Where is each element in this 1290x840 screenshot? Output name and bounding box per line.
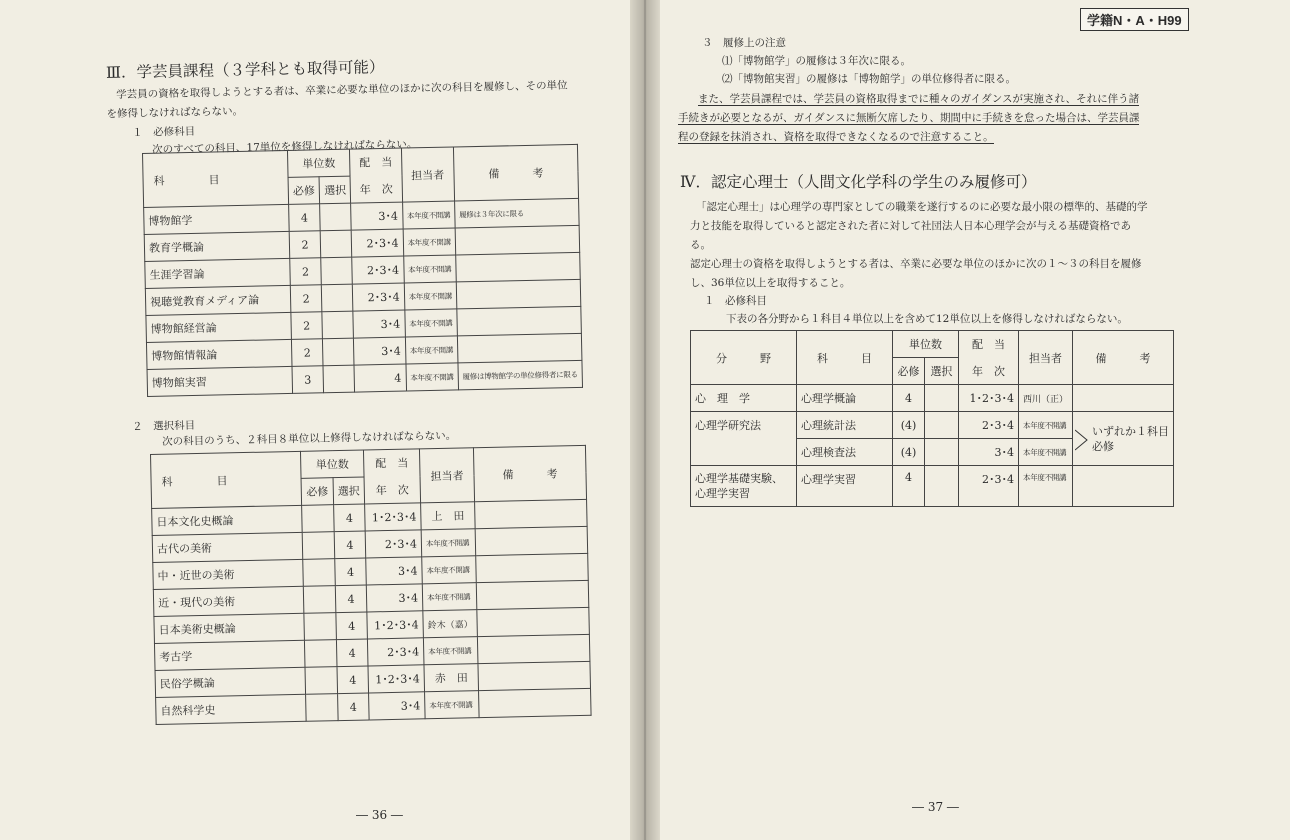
section-heading-curator: Ⅲ．学芸員課程（３学科とも取得可能） (105, 58, 385, 82)
header-units: 単位数 (893, 331, 959, 358)
year: 1･2･3･4 (959, 385, 1019, 412)
page-number-left: ― 36 ― (356, 808, 403, 822)
elective-units: 4 (336, 639, 368, 667)
remarks (479, 688, 592, 717)
table-header-row (691, 331, 1174, 358)
field-line-2: 心理学実習 (695, 487, 750, 500)
para1-line-1: 「認定心理士」は心理学の専門家としての職業を遂行するのに必要な最小限の標準的、基礎的学 (696, 201, 1148, 213)
header-teacher: 担当者 (1019, 331, 1073, 385)
elective-units (320, 203, 352, 231)
required-title: １ 必修科目 (132, 125, 196, 139)
header-units: 単位数 (287, 149, 350, 177)
required-courses-table (142, 144, 583, 397)
teacher: 本年度不開講 (404, 309, 457, 337)
elective-units (321, 230, 353, 258)
year: 1･2･3･4 (368, 665, 425, 693)
table-row (691, 412, 1174, 439)
remarks (457, 333, 582, 363)
course-name: 民俗学概論 (155, 667, 306, 697)
year: 2･3･4 (353, 283, 405, 311)
para1-line-3: る。 (690, 239, 711, 251)
course-name: 自然科学史 (156, 694, 307, 724)
required-units (305, 667, 338, 695)
remarks (475, 526, 588, 555)
header-year-bottom: 年 次 (350, 175, 402, 203)
required-units: 2 (289, 258, 321, 286)
elective-units (925, 385, 959, 412)
required-units: (4) (893, 439, 925, 466)
teacher: 本年度不開講 (422, 583, 477, 611)
teacher: 上 田 (421, 502, 476, 530)
document-code-tag: 学籍N・A・H99 (1080, 8, 1189, 31)
intro-line-2: を修得しなければならない。 (106, 105, 244, 121)
course-name: 博物館実習 (147, 366, 292, 396)
course-name: 教育学概論 (144, 231, 289, 261)
year: 2･3･4 (959, 466, 1019, 507)
course-name: 心理学概論 (797, 385, 893, 412)
elective-units (323, 338, 355, 366)
elective-units (323, 365, 355, 393)
remarks (475, 499, 588, 528)
course-name: 考古学 (154, 640, 305, 670)
header-teacher: 担当者 (419, 448, 474, 503)
course-name: 日本美術史概論 (154, 613, 305, 643)
header-elective: 選択 (333, 477, 365, 505)
required-units: 2 (289, 231, 321, 259)
remarks (456, 279, 581, 309)
header-year-top: 配 当 (959, 331, 1019, 358)
remark-choice-line-2: 必修 (1092, 439, 1115, 453)
required-units: 2 (291, 312, 323, 340)
year: 1･2･3･4 (365, 503, 422, 531)
header-required: 必修 (893, 358, 925, 385)
header-field: 分 野 (691, 331, 797, 385)
table-row (691, 466, 1174, 507)
psych-required-note: 下表の各分野から１科目４単位以上を含めて12単位以上を修得しなければならない。 (726, 313, 1128, 325)
teacher: 本年度不開講 (405, 336, 458, 364)
elective-units: 4 (335, 585, 367, 613)
course-name: 生涯学習論 (145, 258, 290, 288)
teacher: 本年度不開講 (403, 255, 456, 283)
teacher: 赤 田 (424, 664, 479, 692)
teacher: 鈴木（嘉） (423, 610, 478, 638)
year: 3･4 (959, 439, 1019, 466)
header-units: 単位数 (300, 450, 364, 478)
header-year-bottom: 年 次 (364, 476, 421, 504)
header-remarks: 備 考 (1073, 331, 1174, 385)
course-name: 近・現代の美術 (153, 586, 304, 616)
intro-line-1: 学芸員の資格を取得しようとする者は、卒業に必要な単位のほかに次の科目を履修し、その単位 (116, 79, 568, 101)
header-elective: 選択 (319, 176, 351, 204)
header-required: 必修 (301, 478, 334, 506)
remarks (1073, 385, 1174, 412)
page-number-right: ― 37 ― (912, 800, 959, 814)
remarks (455, 225, 580, 255)
remarks (478, 661, 591, 690)
required-units: 4 (893, 466, 925, 507)
para2-line-2: し、36単位以上を取得すること。 (690, 277, 851, 289)
course-name: 視聴覚教育メディア論 (145, 285, 290, 315)
elective-units (925, 439, 959, 466)
bracket-arrow-icon (1075, 428, 1089, 452)
elective-units (322, 284, 354, 312)
remarks (477, 607, 590, 636)
psychology-courses-table (690, 330, 1174, 507)
right-page (650, 0, 1290, 840)
course-name: 日本文化史概論 (152, 505, 303, 535)
teacher: 本年度不開講 (1019, 439, 1073, 466)
guidance-paragraph (678, 90, 1139, 147)
teacher: 本年度不開講 (404, 282, 457, 310)
note-2: ⑵「博物館実習」の履修は「博物館学」の単位修得者に限る。 (722, 73, 1016, 85)
remarks (476, 553, 589, 582)
elective-units: 4 (334, 531, 366, 559)
elective-units: 4 (336, 612, 368, 640)
teacher: 本年度不開講 (423, 637, 478, 665)
teacher: 本年度不開講 (421, 529, 476, 557)
teacher: 本年度不開講 (402, 201, 455, 229)
elective-units: 4 (334, 504, 366, 532)
required-units (304, 640, 337, 668)
remark-choice-line-1: いずれか１科目 (1092, 424, 1170, 438)
notes-title: ３ 履修上の注意 (702, 37, 786, 49)
elective-units (321, 257, 353, 285)
header-subject: 科 目 (143, 150, 289, 207)
required-units (302, 505, 335, 533)
required-units: 4 (893, 385, 925, 412)
elective-units: 4 (335, 558, 367, 586)
field-name: 心理学研究法 (691, 412, 797, 466)
header-year-top: 配 当 (350, 148, 402, 176)
teacher: 西川（正） (1019, 385, 1073, 412)
section-heading-psychologist: Ⅳ．認定心理士（人間文化学科の学生のみ履修可） (680, 173, 1037, 191)
remarks-choice (1073, 412, 1174, 466)
year: 3･4 (366, 557, 423, 585)
teacher: 本年度不開講 (425, 691, 480, 719)
teacher: 本年度不開講 (1019, 466, 1073, 507)
year: 2･3･4 (352, 256, 404, 284)
required-units (302, 532, 335, 560)
remarks (456, 252, 581, 282)
note-1: ⑴「博物館学」の履修は３年次に限る。 (722, 55, 911, 67)
left-page (0, 0, 640, 840)
psychologist-intro (690, 198, 1148, 293)
course-name: 心理検査法 (797, 439, 893, 466)
year: 3･4 (351, 202, 403, 230)
remarks (476, 580, 589, 609)
year: 2･3･4 (352, 229, 404, 257)
course-name: 心理統計法 (797, 412, 893, 439)
elective-courses-table (150, 445, 592, 725)
remarks (477, 634, 590, 663)
elective-units (925, 412, 959, 439)
remarks: 履修は博物館学の単位修得者に限る (458, 360, 583, 390)
elective-units: 4 (338, 693, 370, 721)
teacher: 本年度不開講 (403, 228, 456, 256)
year: 3･4 (369, 692, 426, 720)
course-name: 中・近世の美術 (153, 559, 304, 589)
required-units: 2 (291, 339, 323, 367)
course-name: 博物館学 (144, 204, 289, 234)
elective-units: 4 (337, 666, 369, 694)
guidance-line-3: 程の登録を抹消され、資格を取得できなくなるので注意すること。 (678, 131, 994, 143)
remarks (1073, 466, 1174, 507)
required-units: (4) (893, 412, 925, 439)
required-note: 次のすべての科目、17単位を修得しなければならない。 (152, 138, 418, 156)
header-subject: 科 目 (151, 451, 302, 508)
course-name: 心理学実習 (797, 466, 893, 507)
book-gutter (630, 0, 660, 840)
year: 2･3･4 (367, 638, 424, 666)
field-name (691, 466, 797, 507)
required-units: 3 (292, 366, 324, 394)
year: 3･4 (354, 337, 406, 365)
para2-line-1: 認定心理士の資格を取得しようとする者は、卒業に必要な単位のほかに次の１～３の科目を履修 (690, 258, 1142, 270)
table-row (691, 385, 1174, 412)
required-units: 2 (290, 285, 322, 313)
psych-required-title: １ 必修科目 (704, 295, 767, 307)
remarks (457, 306, 582, 336)
header-year-top: 配 当 (363, 449, 420, 477)
required-units: 4 (288, 204, 320, 232)
year: 4 (354, 364, 406, 392)
teacher: 本年度不開講 (422, 556, 477, 584)
header-teacher: 担当者 (401, 147, 454, 202)
elective-units (322, 311, 354, 339)
course-name: 博物館情報論 (146, 339, 291, 369)
header-elective: 選択 (925, 358, 959, 385)
required-units (303, 586, 336, 614)
header-year-bottom: 年 次 (959, 358, 1019, 385)
remarks: 履修は３年次に限る (454, 198, 579, 228)
curator-intro (106, 77, 568, 124)
required-units (304, 613, 337, 641)
teacher: 本年度不開講 (406, 363, 459, 391)
required-units (303, 559, 336, 587)
year: 3･4 (353, 310, 405, 338)
header-required: 必修 (288, 177, 320, 205)
year: 1･2･3･4 (367, 611, 424, 639)
header-remarks: 備 考 (453, 144, 578, 201)
course-name: 博物館経営論 (146, 312, 291, 342)
year: 2･3･4 (959, 412, 1019, 439)
field-line-1: 心理学基礎実験、 (695, 472, 783, 485)
elective-title: ２ 選択科目 (132, 419, 196, 433)
year: 2･3･4 (365, 530, 422, 558)
header-remarks: 備 考 (473, 445, 586, 501)
elective-units (925, 466, 959, 507)
guidance-line-1: また、学芸員課程では、学芸員の資格取得までに種々のガイダンスが実施され、それに伴う諸 (698, 93, 1140, 105)
field-name: 心 理 学 (691, 385, 797, 412)
course-name: 古代の美術 (152, 532, 303, 562)
required-units (306, 694, 339, 722)
header-subject: 科 目 (797, 331, 893, 385)
elective-note: 次の科目のうち、２科目８単位以上修得しなければならない。 (162, 429, 457, 448)
year: 3･4 (366, 584, 423, 612)
para1-line-2: 力と技能を取得していると認定された者に対して社団法人日本心理学会が与える基礎資格であ (690, 220, 1131, 232)
guidance-line-2: 手続きが必要となるが、ガイダンスに無断欠席したり、期間中に手続きを怠った場合は、学芸員課 (678, 112, 1140, 124)
teacher: 本年度不開講 (1019, 412, 1073, 439)
